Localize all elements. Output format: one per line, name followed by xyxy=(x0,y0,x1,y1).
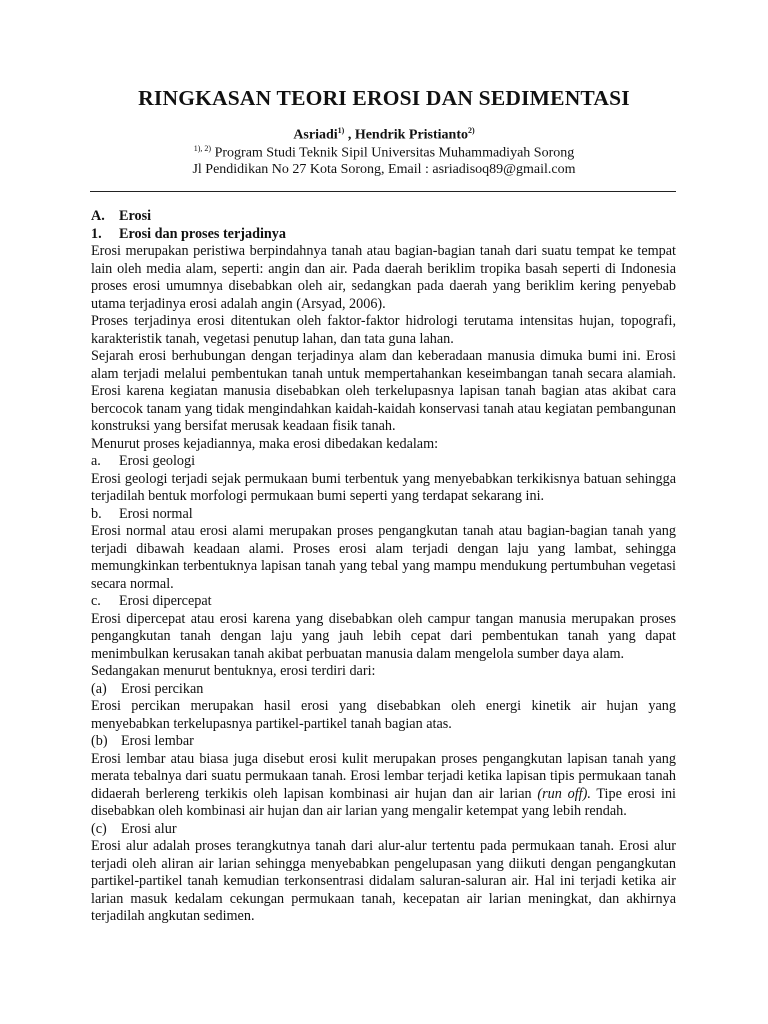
list-marker: a. xyxy=(91,453,101,469)
author-separator: , xyxy=(344,127,355,143)
list-item-heading xyxy=(91,593,676,611)
subsection-marker: 1. xyxy=(91,225,102,242)
paragraph xyxy=(91,751,676,821)
list-marker: b. xyxy=(91,505,102,522)
paragraph: Erosi merupakan peristiwa berpindahnya tanah atau bagian-bagian tanah dari suatu tempat ke tempat lain oleh media alam, seperti: angin dan air. Pada daerah beriklim tropika basah seperti di Indonesia proses erosi umumnya disebabkan oleh air, sedangkan pada daerah yang beriklim kering penyebab utama terjadinya erosi adalah angin (Arsyad, 2006). xyxy=(91,243,676,312)
paragraph: Proses terjadinya erosi ditentukan oleh faktor-faktor hidrologi terutama intensitas hujan, topografi, karakteristik tanah, vegetasi penutup lahan, dan tata guna lahan. xyxy=(91,313,676,347)
list-item-heading xyxy=(91,681,676,699)
affiliation-line xyxy=(0,144,768,162)
paragraph-text: Erosi lembar atau biasa juga disebut erosi kulit merupakan proses pengangkutan lapisan tanah yang merata tebalnya dari suatu permukaan tanah. Erosi lembar terjadi ketika lapisan tipis permukaan tanah didaerah berlereng terkikis oleh lapisan kombinasi air hujan dan air larian xyxy=(91,750,676,802)
paragraph: Erosi percikan merupakan hasil erosi yang disebabkan oleh energi kinetik air hujan yang menyebabkan terkelupasnya partikel-partikel tanah bagian atas. xyxy=(91,698,676,732)
section-heading xyxy=(91,208,676,226)
list-item-title: Erosi lembar xyxy=(121,733,194,749)
subsection-title: Erosi dan proses terjadinya xyxy=(119,225,286,242)
author-affil-mark: 2) xyxy=(468,126,475,135)
list-item-heading xyxy=(91,821,676,839)
section-marker: A. xyxy=(91,208,105,224)
affiliation-text: Program Studi Teknik Sipil Universitas Muhammadiyah Sorong xyxy=(214,145,575,161)
list-marker: (a) xyxy=(91,680,107,697)
article-body xyxy=(91,208,676,926)
affiliation-mark: 1), 2) xyxy=(193,144,212,153)
list-item-heading xyxy=(91,506,676,524)
section-title: Erosi xyxy=(119,208,152,224)
paragraph: Menurut proses kejadiannya, maka erosi dibedakan kedalam: xyxy=(91,435,439,452)
italic-term: (run off). xyxy=(537,785,591,802)
paragraph: Erosi normal atau erosi alami merupakan proses pengangkutan tanah atau bagian-bagian tanah yang terjadi dibawah keadaan alami. Proses erosi alam terjadi dengan laju yang lambat, sehingga memungkinkan terbentuknya lapisan tanah yang tebal yang mampu mendukung pertumbuhan vegetasi secara normal. xyxy=(91,523,676,592)
list-item-title: Erosi alur xyxy=(121,820,177,837)
paragraph: Erosi dipercepat atau erosi karena yang disebabkan oleh campur tangan manusia merupakan proses pengangkutan tanah dengan laju yang jauh lebih cepat dari pembentukan tanah yang dapat menimbulkan kerusakan tanah akibat perbuatan manusia dalam mengelola sumber daya alam. xyxy=(91,610,676,662)
list-item-title: Erosi geologi xyxy=(119,453,196,469)
paragraph: Sejarah erosi berhubungan dengan terjadinya alam dan keberadaan manusia dimuka bumi ini. Erosi alam terjadi melalui pembentukan tanah untuk mempertahankan keseimbangan tanah secara alamiah. Erosi karena kegiatan manusia disebabkan oleh terkelupasnya lapisan tanah bagian atas akibat cara bercocok tanam yang tidak mengindahkan kaidah-kaidah konservasi tanah atau kegiatan pembangunan konstruksi yang bersifat merusak keadaan fisik tanah. xyxy=(91,348,676,434)
list-marker: c. xyxy=(91,593,101,609)
author-name: Asriadi xyxy=(293,127,338,143)
paragraph: Erosi geologi terjadi sejak permukaan bumi terbentuk yang menyebabkan terkikisnya batuan sehingga terjadilah bentuk morfologi permukaan bumi seperti yang terdapat sekarang ini. xyxy=(91,470,676,504)
paper-title: RINGKASAN TEORI EROSI DAN SEDIMENTASI xyxy=(138,86,630,110)
author-name: Hendrik Pristianto xyxy=(354,127,468,143)
author-line xyxy=(0,126,768,144)
list-item-title: Erosi normal xyxy=(119,505,193,522)
list-marker: (b) xyxy=(91,733,108,749)
paragraph-text: Tipe erosi ini disebabkan oleh kombinasi air hujan dan air larian yang mengalir ketempat yang lebih rendah. xyxy=(91,785,676,819)
author-affil-mark: 1) xyxy=(337,126,345,135)
list-item-heading xyxy=(91,733,676,751)
header-divider xyxy=(90,191,676,192)
list-item-heading xyxy=(91,453,676,471)
paragraph: Sedangakan menurut bentuknya, erosi terdiri dari: xyxy=(91,663,376,679)
list-marker: (c) xyxy=(91,820,107,837)
list-item-title: Erosi percikan xyxy=(121,680,204,697)
paragraph: Erosi alur adalah proses terangkutnya tanah dari alur-alur tertentu pada permukaan tanah. Erosi alur terjadi oleh aliran air larian sehingga menyebabkan pengelupasan yang diikuti dengan pengangkutan partikel-partikel tanah kemudian terkonsentrasi didalam saluran-saluran air. Hal ini terjadi ketika air larian masuk kedalam cekungan permukaan tanah, kecepatan air larian meningkat, dan akhirnya terjadilah angkutan sedimen. xyxy=(91,838,676,924)
list-item-title: Erosi dipercepat xyxy=(119,593,212,609)
address-line: Jl Pendidikan No 27 Kota Sorong, Email : asriadisoq89@gmail.com xyxy=(192,162,576,177)
subsection-heading xyxy=(91,226,676,244)
